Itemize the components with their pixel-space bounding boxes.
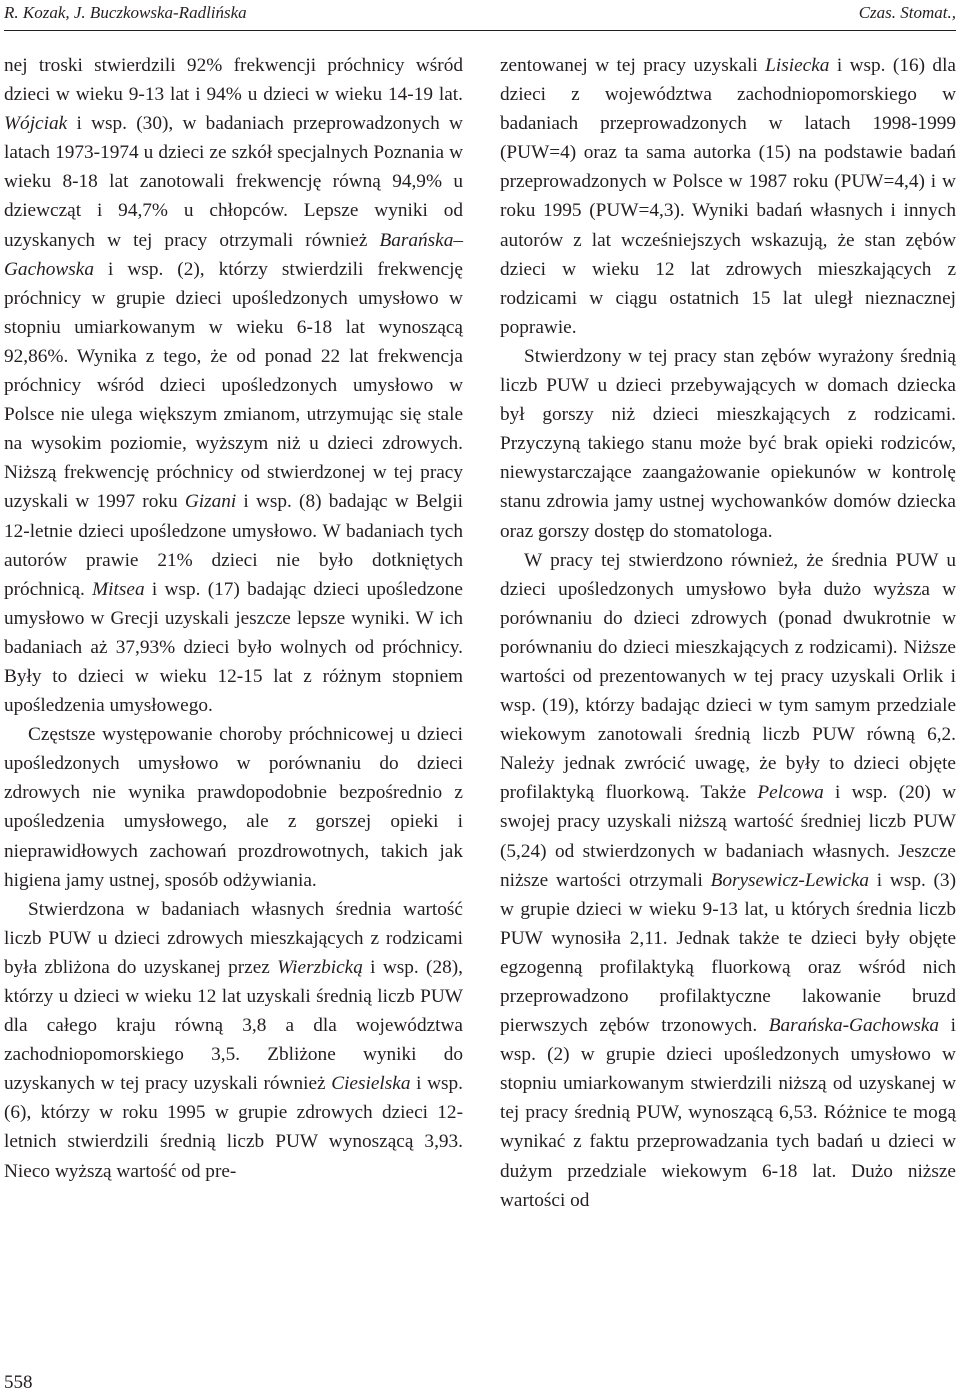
paragraph: Stwierdzony w tej pracy stan zębów wyrażony średnią liczb PUW u dzieci przebywających w domach dziecka był gorszy niż dzieci mieszkających z rodzicami. Przyczyną takiego stanu może być brak opieki rodziców, niewystarczające zaangażowanie opiekunów w kontrolę stanu zdrowia jamy ustnej wychowanków domów dziecka oraz gorszy dostęp do stomatologa. <box>500 345 956 542</box>
author-citation: Gizani <box>184 491 237 513</box>
paragraph: nej troski stwierdzili 92% frekwencji próchnicy wśród dzieci w wieku 9-13 lat i 94% u dzieci w wieku 14-19 lat. Wójciak i wsp. (30), w badaniach przeprowadzonych w latach 1973-1974 u dzieci ze szkół specjalnych Poznania w wieku 8-18 lat zanotowali frekwencję równą 94,9% u dziewcząt i 94,7% u chłopców. Lepsze wyniki od uzyskanych w tej pracy otrzymali również Barańska– Gachowska i wsp. (2), którzy stwierdzili frekwencję próchnicy w grupie dzieci upośledzonych umysłowo w stopniu umiarkowanym w wieku 6-18 lat wynoszącą 92,86%. Wynika z tego, że od ponad 22 lat frekwencja próchnicy wśród dzieci upośledzonych umysłowo w Polsce nie ulega większym zmianom, utrzymując się stale na wysokim poziomie, wyższym niż u dzieci zdrowych. Niższą frekwencję próchnicy od stwierdzonej w tej pracy uzyskali w 1997 roku Gizani i wsp. (8) badając w Belgii 12-letnie dzieci upośledzone umysłowo. W badaniach tych autorów prawie 21% dzieci nie było dotkniętych próchnicą. Mitsea i wsp. (17) badając dzieci upośledzone umysłowo w Grecji uzyskali jeszcze lepsze wyniki. W ich badaniach aż 37,93% dzieci było wolnych od próchnicy. Były to dzieci w wieku 12-15 lat z różnym stopniem upośledzenia umysłowego. <box>4 55 463 717</box>
header-rule <box>4 30 956 31</box>
author-citation: Pelcowa <box>757 782 824 804</box>
author-citation: Barańska– Gachowska <box>4 229 463 280</box>
author-citation: Mitsea <box>92 578 145 600</box>
author-citation: Wierzbicką <box>277 956 363 978</box>
left-column <box>4 51 463 1186</box>
page-number: 558 <box>4 1372 33 1393</box>
paragraph: W pracy tej stwierdzono również, że średnia PUW u dzieci upośledzonych umysłowo była dużo wyższa w porównaniu do dzieci zdrowych (ponad dwukrotnie w porównaniu do dzieci mieszkających z rodzicami). Niższe wartości od prezentowanych w tej pracy uzyskali Orlik i wsp. (19), którzy badając dzieci w tym samym przedziale wiekowym zanotowali średnią liczb PUW równą 6,2. Należy jednak zwrócić uwagę, że były to dzieci objęte profilaktyką fluorkową. Także Pelcowa i wsp. (20) w swojej pracy uzyskali niższą wartość średniej liczb PUW (5,24) od stwierdzonych w badaniach własnych. Jeszcze niższe wartości otrzymali Borysewicz-Lewicka i wsp. (3) w grupie dzieci w wieku 9-13 lat, u których średnia liczb PUW wynosiła 2,11. Jednak także te dzieci były objęte egzogenną profilaktyką fluorkową oraz wśród nich przeprowadzono profilaktyczne lakowanie bruzd pierwszych zębów trzonowych. Barańska-Gachowska i wsp. (2) w grupie dzieci upośledzonych umysłowo w stopniu umiarkowanym stwierdzili niższą od uzyskanej w tej pracy średnią PUW, wynoszącą 6,53. Różnice te mogą wynikać z faktu przeprowadzania tych badań u dzieci w dużym przedziale wiekowym 6-18 lat. Dużo niższe wartości od <box>500 549 957 1211</box>
right-column <box>500 51 956 1215</box>
paragraph: Częstsze występowanie choroby próchnicowej u dzieci upośledzonych umysłowo w porównaniu do dzieci zdrowych nie wynika prawdopodobnie bezpośrednio z upośledzenia umysłowego, ale z gorszej opieki i nieprawidłowych zachowań prozdrowotnych, takich jak higiena jamy ustnej, sposób odżywiania. <box>4 724 463 891</box>
author-citation: Wójciak <box>4 113 68 135</box>
header-authors: R. Kozak, J. Buczkowska-Radlińska <box>4 3 247 22</box>
author-citation: Barańska-Gachowska <box>768 1015 940 1037</box>
paragraph: zentowanej w tej pracy uzyskali Lisiecka i wsp. (16) dla dzieci z województwa zachodniopomorskiego w badaniach przeprowadzonych w latach 1998-1999 (PUW=4) oraz ta sama autorka (15) na podstawie badań przeprowadzonych w Polsce w 1987 roku (PUW=4,4) i w roku 1995 (PUW=4,3). Wyniki badań własnych i innych autorów z lat wcześniejszych wskazują, że stan zębów dzieci w wieku 12 lat zdrowych mieszkających z rodzicami w ciągu ostatnich 15 lat uległ nieznacznej poprawie. <box>500 55 956 338</box>
author-citation: Borysewicz-Lewicka <box>710 869 870 891</box>
running-header <box>4 0 956 30</box>
paragraph: Stwierdzona w badaniach własnych średnia wartość liczb PUW u dzieci zdrowych mieszkających z rodzicami była zbliżona do uzyskanej przez Wierzbicką i wsp. (28), którzy u dzieci w wieku 12 lat uzyskali średnią liczb PUW dla całego kraju równą 3,8 a dla województwa zachodniopomorskiego 3,5. Zbliżone wyniki do uzyskanych w tej pracy uzyskali również Ciesielska i wsp. (6), którzy w roku 1995 w grupie zdrowych dzieci 12-letnich stwierdzili średnią liczb PUW wynoszącą 3,93. Nieco wyższą wartość od pre- <box>4 898 464 1182</box>
author-citation: Lisiecka <box>765 55 830 76</box>
author-citation: Ciesielska <box>331 1073 411 1095</box>
header-journal: Czas. Stomat., <box>858 3 956 22</box>
